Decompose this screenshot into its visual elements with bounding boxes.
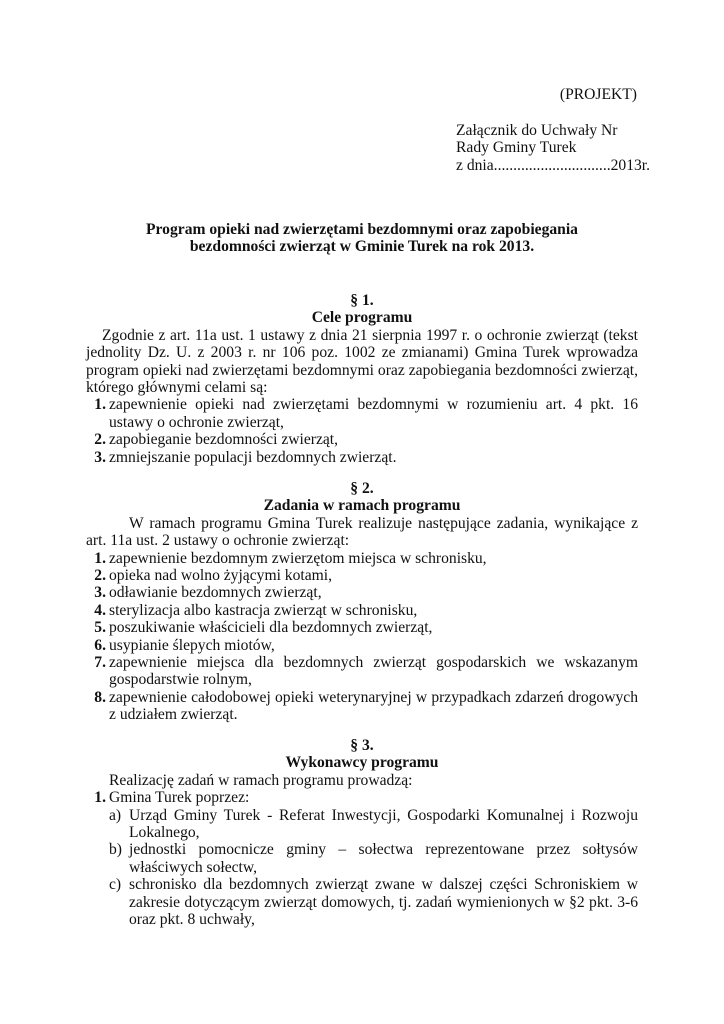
attachment-note [456,122,650,174]
attachment-line: Rady Gminy Turek [456,139,577,157]
attachment-line: Załącznik do Uchwały Nr [456,122,618,139]
section-intro: Zgodnie z art. 11a ust. 1 ustawy z dnia 21 sierpnia 1997 r. o ochronie zwierząt (tekst jednolity Dz. U. z 2003 r. nr 106 poz. 1002 ze zmianami) Gmina Turek wprowadza program opieki nad zwierzętami bezdomnymi oraz zapobiegania bezdomności zwierząt, którego głównymi celami są: [86,326,638,397]
section-number: § 2. [350,480,374,497]
sub-list-item: a) Urząd Gminy Turek - Referat Inwestycji, Gospodarki Komunalnej i Rozwoju Lokalnego, [109,806,638,842]
section-intro: W ramach programu Gmina Turek realizuje następujące zadania, wynikające z art. 11a ust. 2 ustawy o ochronie zwierząt: [86,514,638,550]
list-item: 1. Gmina Turek poprzez: [94,789,250,807]
list-item: 6. usypianie ślepych miotów, [94,636,275,654]
sub-list-item: b) jednostki pomocnicze gminy – sołectwa reprezentowane przez sołtysów właściwych sołectw, [109,841,638,876]
list-item: 5. poszukiwanie właścicieli dla bezdomnych zwierząt, [94,619,433,637]
attachment-line: z dnia..............................2013r. [456,156,651,174]
section-heading: Zadania w ramach programu [263,497,461,515]
goals-list [86,396,638,466]
list-item: 1. zapewnienie opieki nad zwierzętami bezdomnymi w rozumieniu art. 4 pkt. 16 ustawy o ochronie zwierząt, [94,396,638,431]
list-item: 2. zapobieganie bezdomności zwierząt, [94,431,339,449]
section-heading: Cele programu [311,309,413,327]
section-2 [86,480,638,724]
list-item: 3. odławianie bezdomnych zwierząt, [94,584,322,602]
list-item: 4. sterylizacja albo kastracja zwierząt w schronisku, [94,601,418,619]
tasks-list [86,550,638,724]
list-item: 1. zapewnienie bezdomnym zwierzętom miejsca w schronisku, [94,549,487,567]
executors-list [86,789,638,806]
list-item: 2. opieka nad wolno żyjącymi kotami, [94,567,333,585]
section-1 [86,292,638,466]
list-item: 8. zapewnienie całodobowej opieki weterynaryjnej w przypadkach zdarzeń drogowych z udziałem zwierząt. [94,688,638,724]
section-3 [86,737,638,928]
sub-list-item: c) schronisko dla bezdomnych zwierząt zwane w dalszej części Schroniskiem w zakresie dotyczącym zwierząt domowych, tj. zadań wymienionych w §2 pkt. 3-6 oraz pkt. 8 uchwały, [109,876,638,929]
section-number: § 1. [350,292,374,309]
list-item: 3. zmniejszanie populacji bezdomnych zwierząt. [94,448,397,466]
title-line: bezdomności zwierząt w Gminie Turek na rok 2013. [189,238,535,256]
section-intro: Realizację zadań w ramach programu prowadzą: [109,771,413,789]
list-item: 7. zapewnienie miejsca dla bezdomnych zwierząt gospodarskich we wskazanym gospodarstwie rolnym, [94,654,638,689]
title-line: Program opieki nad zwierzętami bezdomnymi oraz zapobiegania [146,221,578,238]
section-heading: Wykonawcy programu [285,754,439,772]
section-number: § 3. [350,737,374,754]
document-title [86,221,638,256]
executors-sublist [86,807,638,929]
project-status: (PROJEKT) [559,86,637,103]
